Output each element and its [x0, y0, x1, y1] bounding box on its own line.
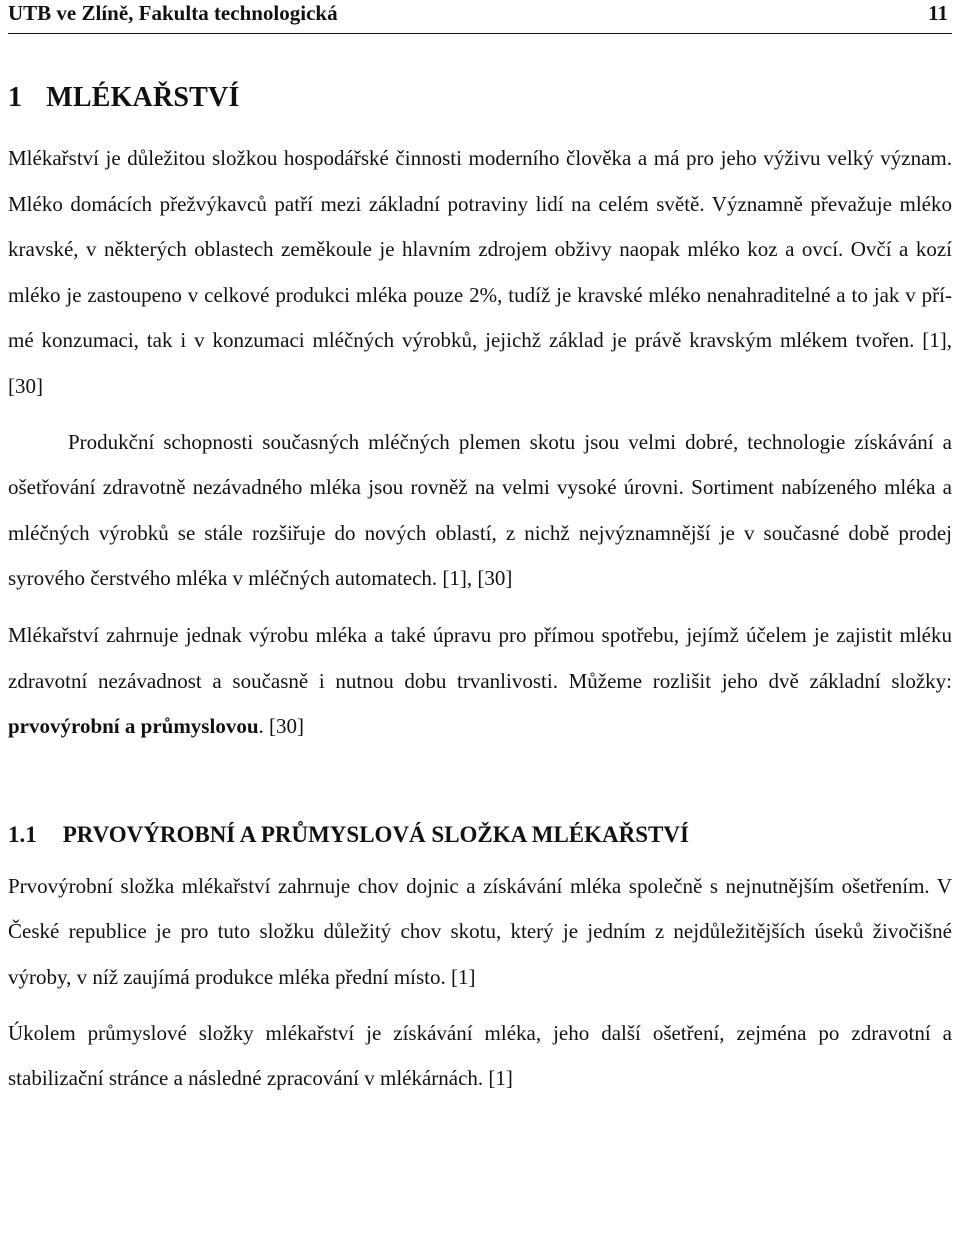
paragraph-2: Produkční schopnosti současných mléčných plemen skotu jsou velmi dobré, technologie získávání a ošetřování zdravotně nezávadného mléka jsou rovněž na velmi vysoké úrovni. Sortiment nabízeného mléka a mléčných výrobků se stále rozšiřuje do nových oblastí, z nichž nejvýznamnější je v současné době prodej syrového čerstvého mléka v mléčných automatech. [1], [30] [8, 429, 952, 591]
paragraph-3 [8, 613, 952, 750]
paragraph-1: Mlékařství je důležitou složkou hospodářské činnosti moderního člověka a má pro jeho výživu velký význam. Mléko domácích přežvýkavců patří mezi základní potraviny lidí na celém světě. Významně převažuje mléko kravské, v některých oblastech zeměkoule je hlavním zdrojem obživy naopak mléko koz a ovcí. Ovčí a kozí mléko je zastoupeno v celkové produkci mléka pouze 2%, tudíž je kravské mléko nenahraditelné a to jak v pří-mé konzumaci, tak i v konzumaci mléčných výrobků, jejichž základ je právě kravským mlékem tvořen. [1], [30] [8, 146, 952, 398]
section-heading [8, 820, 952, 850]
document-page [8, 0, 952, 1102]
paragraph-3-citation: . [30] [258, 714, 304, 739]
section-number: 1.1 [8, 821, 37, 847]
running-header [8, 0, 952, 34]
section-title: PRVOVÝROBNÍ A PRŮMYSLOVÁ SLOŽKA MLÉKAŘSTVÍ [62, 821, 689, 847]
paragraph-3-emphasis: prvovýrobní a průmyslovou [8, 714, 259, 739]
paragraph-5: Úkolem průmyslové složky mlékařství je získávání mléka, jeho další ošetření, zejména po zdravotní a stabilizační stránce a následné zpracování v mlékárnách. [1] [8, 1020, 952, 1091]
paragraph-4: Prvovýrobní složka mlékařství zahrnuje chov dojnic a získávání mléka společně s nejnutnějším ošetřením. V České republice je pro tuto složku důležitý chov skotu, který je jedním z nejdůležitějších úseků živočišné výroby, v níž zaujímá produkce mléka přední místo. [1] [8, 873, 952, 989]
header-title: UTB ve Zlíně, Fakulta technologická [8, 1, 338, 25]
page-number: 11 [928, 1, 948, 25]
chapter-number: 1 [8, 82, 23, 113]
chapter-heading [8, 80, 952, 116]
chapter-title: MLÉKAŘSTVÍ [46, 82, 240, 113]
paragraph-3-text: Mlékařství zahrnuje jednak výrobu mléka a také úpravu pro přímou spotřebu, jejímž účelem je zajistit mléku zdravotní nezávadnost a současně i nutnou dobu trvanlivosti. Můžeme rozlišit jeho dvě základní složky: [8, 622, 952, 693]
